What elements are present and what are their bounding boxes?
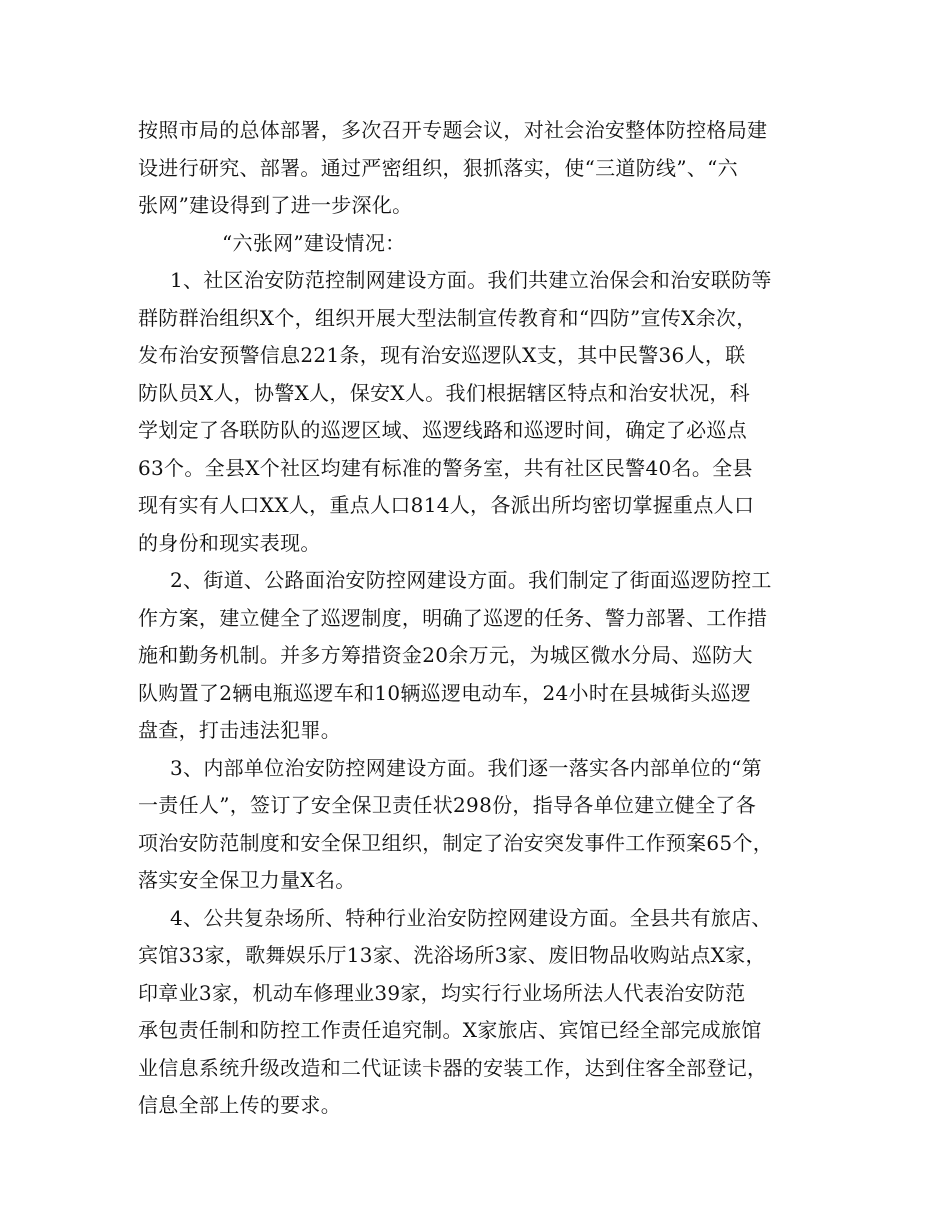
section-3-line: 落实安全保卫力量X名。 xyxy=(138,868,356,892)
section-4-line: 信息全部上传的要求。 xyxy=(138,1093,341,1117)
section-2-line: 队购置了2辆电瓶巡逻车和10辆巡逻电动车，24小时在县城街头巡逻 xyxy=(138,680,752,705)
section-1-paragraph xyxy=(138,262,828,562)
section-4-line: 宾馆33家，歌舞娱乐厅13家、洗浴场所3家、废旧物品收购站点X家， xyxy=(138,943,766,967)
intro-line: 张网”建设得到了进一步深化。 xyxy=(138,193,413,217)
intro-paragraph xyxy=(138,112,828,225)
document-body xyxy=(138,112,828,1125)
intro-line: 设进行研究、部署。通过严密组织，狠抓落实，使“三道防线”、“六 xyxy=(138,155,738,180)
subheading-text: “六张网”建设情况： xyxy=(222,230,406,255)
section-2-line: 盘查，打击违法犯罪。 xyxy=(138,718,341,742)
section-subheading xyxy=(138,225,828,263)
section-1-line: 群防群治组织X个，组织开展大型法制宣传教育和“四防”宣传X余次， xyxy=(138,305,757,330)
section-2-line: 2、街道、公路面治安防控网建设方面。我们制定了街面巡逻防控工 xyxy=(170,568,772,592)
section-3-paragraph xyxy=(138,750,828,900)
section-1-line: 1、社区治安防范控制网建设方面。我们共建立治保会和治安联防等 xyxy=(170,268,772,292)
section-4-line: 承包责任制和防控工作责任追究制。X家旅店、宾馆已经全部完成旅馆 xyxy=(138,1018,762,1042)
section-2-line: 作方案，建立健全了巡逻制度，明确了巡逻的任务、警力部署、工作措 xyxy=(138,605,768,630)
section-3-line: 一责任人”，签订了安全保卫责任状298份，指导各单位建立健全了各 xyxy=(138,793,756,817)
section-1-line: 学划定了各联防队的巡逻区域、巡逻线路和巡逻时间，确定了必巡点 xyxy=(138,418,747,442)
section-1-line: 发布治安预警信息221条，现有治安巡逻队X支，其中民警36人，联 xyxy=(138,343,746,367)
section-1-line: 防队员X人，协警X人，保安X人。我们根据辖区特点和治安状况，科 xyxy=(138,380,751,405)
section-1-line: 现有实有人口XX人，重点人口814人，各派出所均密切掌握重点人口 xyxy=(138,493,755,517)
section-4-line: 印章业3家，机动车修理业39家，均实行行业场所法人代表治安防范 xyxy=(138,980,746,1005)
section-1-line: 的身份和现实表现。 xyxy=(138,530,321,555)
section-1-line: 63个。全县X个社区均建有标准的警务室，共有社区民警40名。全县 xyxy=(138,455,753,480)
intro-line: 按照市局的总体部署，多次召开专题会议，对社会治安整体防控格局建 xyxy=(138,118,768,142)
section-3-line: 3、内部单位治安防控网建设方面。我们逐一落实各内部单位的“第 xyxy=(170,755,762,780)
section-2-paragraph xyxy=(138,562,828,750)
section-4-paragraph xyxy=(138,900,828,1125)
section-2-line: 施和勤务机制。并多方筹措资金20余万元，为城区微水分局、巡防大 xyxy=(138,643,753,667)
section-3-line: 项治安防范制度和安全保卫组织，制定了治安突发事件工作预案65个， xyxy=(138,830,774,855)
section-4-line: 4、公共复杂场所、特种行业治安防控网建设方面。全县共有旅店、 xyxy=(170,905,772,930)
section-4-line: 业信息系统升级改造和二代证读卡器的安装工作，达到住客全部登记， xyxy=(138,1055,768,1080)
